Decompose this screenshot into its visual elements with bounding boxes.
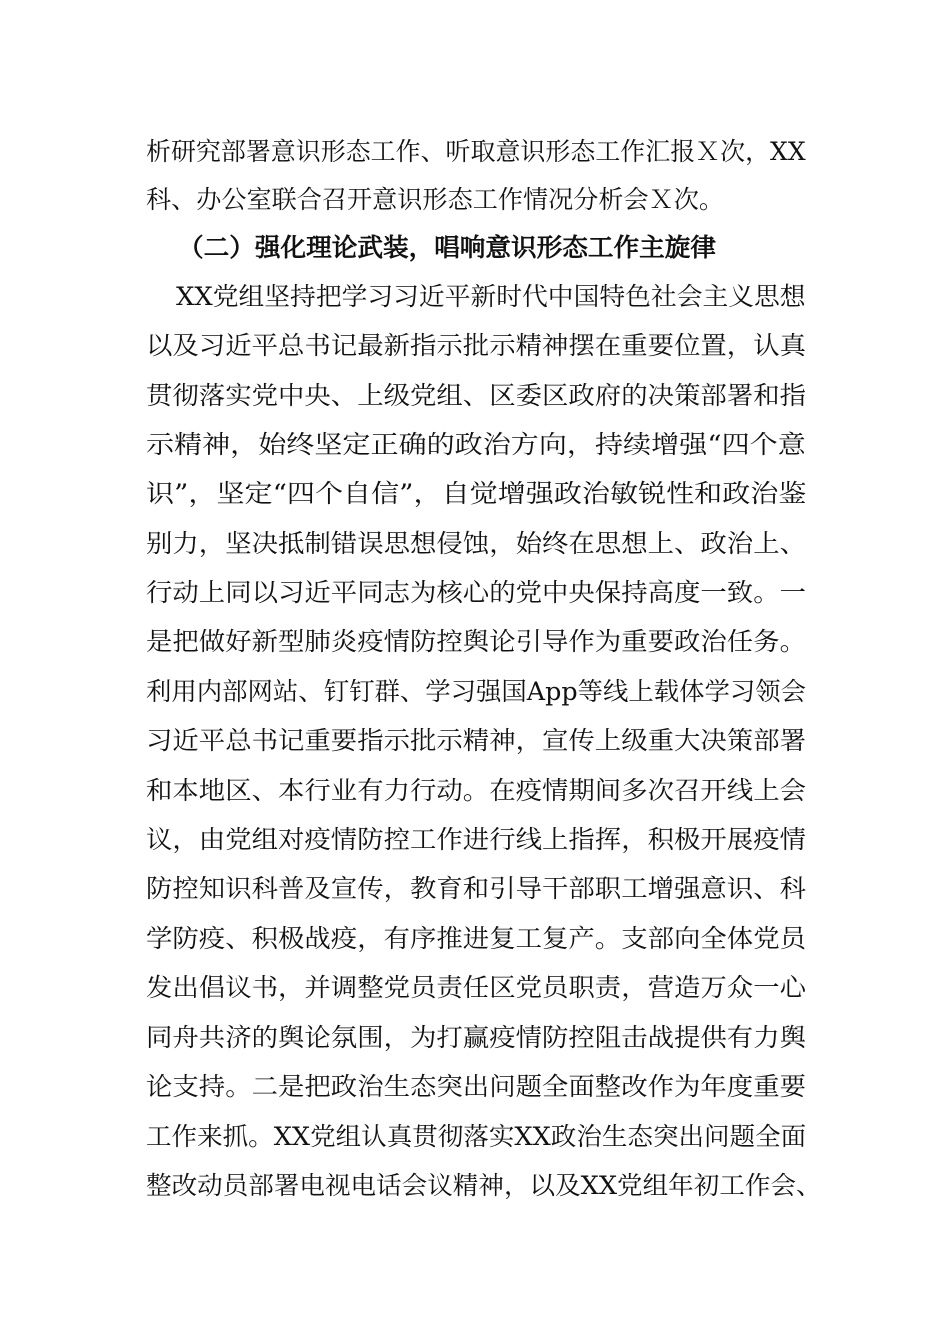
line-text: 论支持。二是把政治生态突出问题全面整改作为年度重要	[146, 1072, 807, 1101]
paragraph-line-3	[0, 273, 950, 321]
line-text: 议，由党组对疫情防控工作进行线上指挥，积极开展疫情	[146, 825, 807, 854]
paragraph-line-14	[0, 816, 950, 864]
paragraph-line-17	[0, 964, 950, 1012]
line-text: 发出倡议书，并调整党员责任区党员职责，营造万众一心	[146, 973, 807, 1002]
paragraph-line-18	[0, 1014, 950, 1062]
line-text: 贯彻落实党中央、上级党组、区委区政府的决策部署和指	[146, 381, 807, 410]
paragraph-line-21	[0, 1162, 950, 1210]
paragraph-line-5	[0, 372, 950, 420]
paragraph-line-9	[0, 569, 950, 617]
paragraph-line-20	[0, 1113, 950, 1161]
line-text: 防控知识科普及宣传，教育和引导干部职工增强意识、科	[146, 874, 807, 903]
paragraph-line-11	[0, 668, 950, 716]
section-heading-text: （二）强化理论武装，唱响意识形态工作主旋律	[178, 233, 717, 262]
paragraph-line-13	[0, 767, 950, 815]
line-text: XX党组坚持把学习习近平新时代中国特色社会主义思想	[176, 282, 806, 311]
line-text: 整改动员部署电视电话会议精神，以及XX党组年初工作会、	[146, 1171, 822, 1200]
line-text: 习近平总书记重要指示批示精神，宣传上级重大决策部署	[146, 726, 807, 755]
line-text: 利用内部网站、钉钉群、学习强国App等线上载体学习领会	[146, 677, 807, 706]
line-text: 别力，坚决抵制错误思想侵蚀，始终在思想上、政治上、	[146, 529, 807, 558]
paragraph-line-19	[0, 1063, 950, 1111]
line-text: 工作来抓。XX党组认真贯彻落实XX政治生态突出问题全面	[146, 1122, 807, 1151]
line-text: 以及习近平总书记最新指示批示精神摆在重要位置，认真	[146, 331, 807, 360]
line-text: 行动上同以习近平同志为核心的党中央保持高度一致。一	[146, 578, 807, 607]
section-heading	[0, 224, 950, 272]
paragraph-line-1	[0, 128, 950, 176]
paragraph-line-10	[0, 618, 950, 666]
paragraph-line-2	[0, 176, 950, 224]
line-text: 是把做好新型肺炎疫情防控舆论引导作为重要政治任务。	[146, 627, 807, 656]
line-text: 析研究部署意识形态工作、听取意识形态工作汇报Ｘ次，XX	[146, 137, 806, 166]
paragraph-line-16	[0, 915, 950, 963]
line-text: 科、办公室联合召开意识形态工作情况分析会Ｘ次。	[146, 185, 725, 214]
paragraph-line-12	[0, 717, 950, 765]
paragraph-line-6	[0, 421, 950, 469]
paragraph-line-4	[0, 322, 950, 370]
paragraph-line-15	[0, 865, 950, 913]
line-text: 学防疫、积极战疫，有序推进复工复产。支部向全体党员	[146, 924, 807, 953]
line-text: 示精神，始终坚定正确的政治方向，持续增强“四个意	[146, 430, 806, 459]
paragraph-line-7	[0, 470, 950, 518]
paragraph-line-8	[0, 520, 950, 568]
line-text: 识”，坚定“四个自信”，自觉增强政治敏锐性和政治鉴	[146, 479, 807, 508]
line-text: 和本地区、本行业有力行动。在疫情期间多次召开线上会	[146, 776, 807, 805]
line-text: 同舟共济的舆论氛围，为打赢疫情防控阻击战提供有力舆	[146, 1023, 807, 1052]
